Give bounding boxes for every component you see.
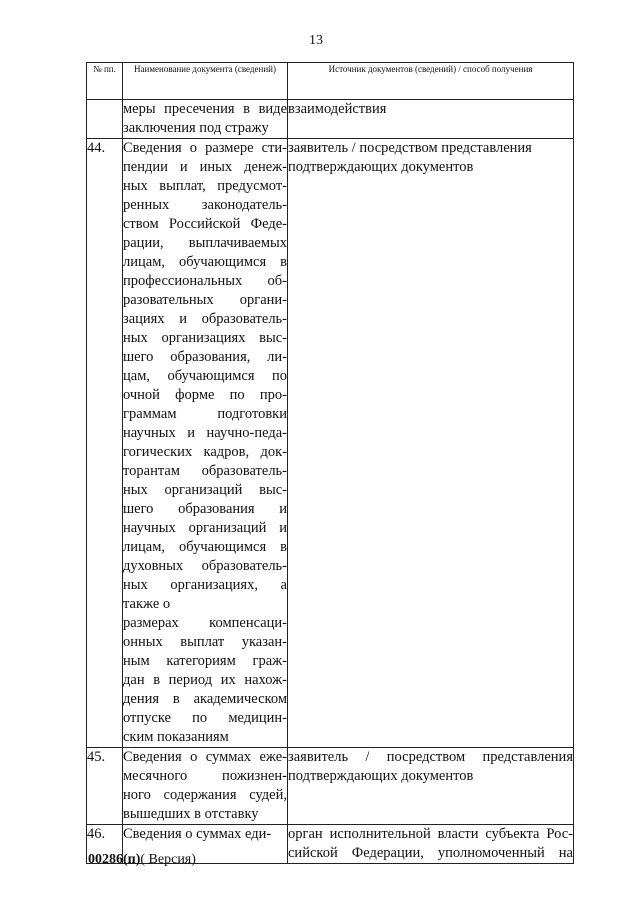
name-line: размерах компенсаци- bbox=[123, 615, 287, 631]
source-line: заявитель / посредством представления bbox=[288, 140, 532, 156]
name-line: ством Российской Феде- bbox=[123, 216, 287, 232]
name-line: также о bbox=[123, 596, 171, 612]
name-line: меры пресечения в виде bbox=[123, 101, 287, 117]
name-line: ных выплат, предусмот- bbox=[123, 178, 287, 194]
source-line: орган исполнительной власти субъекта Рос- bbox=[288, 826, 573, 842]
name-line: лицам, обучающимся в bbox=[123, 254, 287, 270]
row-document-name bbox=[123, 139, 288, 748]
row-source bbox=[288, 825, 574, 864]
table-row bbox=[87, 139, 574, 748]
documents-table bbox=[86, 62, 574, 864]
name-line: месячного пожизнен- bbox=[123, 768, 287, 784]
footer bbox=[88, 852, 196, 868]
name-line: вышедших в отставку bbox=[123, 806, 259, 822]
row-num bbox=[87, 100, 123, 139]
name-line: заключения под стражу bbox=[123, 120, 269, 136]
footer-version: ( Версия) bbox=[140, 852, 196, 867]
header-document-name: Наименование документа (сведений) bbox=[123, 63, 288, 100]
name-line: разовательных органи- bbox=[123, 292, 287, 308]
source-line: взаимодействия bbox=[288, 101, 387, 117]
table-header-row bbox=[87, 63, 574, 100]
table-row-continuation bbox=[87, 100, 574, 139]
row-num: 45. bbox=[87, 748, 123, 825]
name-line: ных организациях выс- bbox=[123, 330, 287, 346]
source-line: сийской Федерации, уполномоченный на bbox=[288, 845, 573, 861]
name-line: ным категориям граж- bbox=[123, 653, 287, 669]
row-num: 46. bbox=[87, 825, 123, 864]
name-line: ским показаниям bbox=[123, 729, 229, 745]
name-line: шего образования и bbox=[123, 501, 287, 517]
name-line: ренных законодатель- bbox=[123, 197, 287, 213]
name-line: Сведения о размере сти- bbox=[123, 140, 287, 156]
name-line: рации, выплачиваемых bbox=[123, 235, 287, 251]
name-line: пендии и иных денеж- bbox=[123, 159, 287, 175]
name-line: онных выплат указан- bbox=[123, 634, 287, 650]
name-line: отпуске по медицин- bbox=[123, 710, 287, 726]
row-document-name bbox=[123, 748, 288, 825]
name-line: гогических кадров, док- bbox=[123, 444, 287, 460]
header-num: № пп. bbox=[87, 63, 123, 100]
name-line: профессиональных об- bbox=[123, 273, 287, 289]
name-line: цам, обучающимся по bbox=[123, 368, 287, 384]
header-source: Источник документов (сведений) / способ получения bbox=[288, 63, 574, 100]
name-line: научных и научно-педа- bbox=[123, 425, 287, 441]
source-line: заявитель / посредством представления bbox=[288, 749, 573, 765]
table-row bbox=[87, 748, 574, 825]
row-source bbox=[288, 748, 574, 825]
name-line: дан в период их нахож- bbox=[123, 672, 287, 688]
name-line: ных организациях, а bbox=[123, 577, 287, 593]
row-document-name bbox=[123, 100, 288, 139]
footer-code: 00286(п) bbox=[88, 852, 141, 867]
name-line: ных организаций выс- bbox=[123, 482, 287, 498]
row-num: 44. bbox=[87, 139, 123, 748]
name-line: шего образования, ли- bbox=[123, 349, 287, 365]
row-source bbox=[288, 100, 574, 139]
name-line: дения в академическом bbox=[123, 691, 287, 707]
name-line: ного содержания судей, bbox=[123, 787, 287, 803]
row-source bbox=[288, 139, 574, 748]
name-line: научных организаций и bbox=[123, 520, 287, 536]
name-line: Сведения о суммах еже- bbox=[123, 749, 287, 765]
name-line: торантам образователь- bbox=[123, 463, 287, 479]
source-line: подтверждающих документов bbox=[288, 159, 474, 175]
source-line: подтверждающих документов bbox=[288, 768, 474, 784]
name-line: Сведения о суммах еди- bbox=[123, 826, 272, 842]
name-line: граммам подготовки bbox=[123, 406, 287, 422]
name-line: зациях и образователь- bbox=[123, 311, 287, 327]
page-number: 13 bbox=[309, 33, 323, 48]
name-line: духовных образователь- bbox=[123, 558, 287, 574]
name-line: очной форме по про- bbox=[123, 387, 287, 403]
name-line: лицам, обучающимся в bbox=[123, 539, 287, 555]
